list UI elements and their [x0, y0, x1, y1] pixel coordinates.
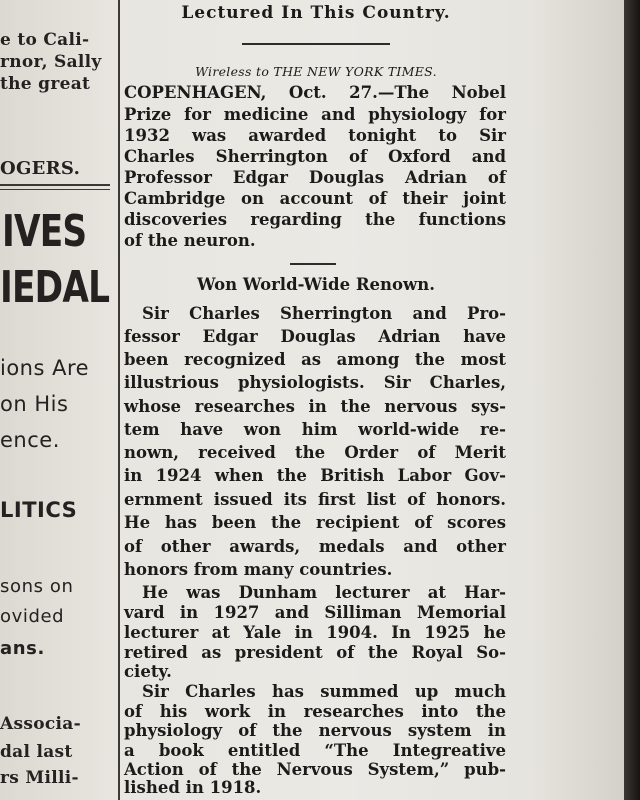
text-line: Prize for medicine and physiology for [124, 105, 506, 124]
text-line: a book entitled “The Integreative [124, 741, 506, 760]
text-line: Professor Edgar Douglas Adrian of [124, 168, 506, 187]
text-line: nown, received the Order of Merit [124, 443, 506, 462]
divider [290, 263, 336, 265]
text-line: honors from many countries. [124, 560, 393, 579]
column-text-line: Associa- [0, 714, 81, 734]
divider [0, 189, 110, 190]
column-text-line: sons on [0, 576, 74, 597]
text-line: He has been the recipient of scores [124, 513, 506, 532]
text-line: Sir Charles Sherrington and Pro- [142, 304, 506, 323]
text-line: in 1924 when the British Labor Gov- [124, 466, 506, 485]
subheadline: ence. [0, 428, 60, 452]
subheadline: LITICS [0, 498, 78, 522]
text-line: lecturer at Yale in 1904. In 1925 he [124, 623, 506, 642]
text-line: fessor Edgar Douglas Adrian have [124, 327, 506, 346]
byline: OGERS. [0, 158, 81, 179]
text-line: tem have won him world-wide re- [124, 420, 506, 439]
subheadline: on His [0, 392, 69, 416]
text-line: of the neuron. [124, 231, 256, 250]
text-line: ernment issued its first list of honors. [124, 490, 506, 509]
text-line: 1932 was awarded tonight to Sir [124, 126, 506, 145]
text-line: discoveries regarding the functions [124, 210, 506, 229]
text-line: Cambridge on account of their joint [124, 189, 506, 208]
divider [242, 43, 390, 45]
column-text-line: ans. [0, 638, 45, 659]
dateline-credit: Wireless to THE NEW YORK TIMES. [195, 64, 437, 79]
page-edge-shadow [624, 0, 640, 800]
text-line: Sir Charles has summed up much [142, 682, 506, 701]
adjacent-column [0, 0, 116, 800]
text-line: ciety. [124, 662, 172, 681]
subhead: Won World-Wide Renown. [196, 275, 435, 294]
text-line: illustrious physiologists. Sir Charles, [124, 373, 506, 392]
text-line: Action of the Nervous System,” pub- [124, 760, 506, 779]
column-rule [118, 0, 120, 800]
column-text-line: e to Cali- [0, 30, 90, 50]
column-text-line: rnor, Sally [0, 52, 102, 72]
column-text-line: dal last [0, 742, 73, 762]
column-text-line: the great [0, 74, 91, 94]
column-text-line: rs Milli- [0, 768, 79, 788]
subheadline: ions Are [0, 356, 90, 380]
text-line: retired as president of the Royal So- [124, 643, 506, 662]
text-line: whose researches in the nervous sys- [124, 397, 506, 416]
text-line: of other awards, medals and other [124, 537, 506, 556]
text-line: COPENHAGEN, Oct. 27.—The Nobel [124, 83, 506, 102]
column-text-line: ovided [0, 606, 65, 627]
article-deck: Lectured In This Country. [181, 3, 451, 23]
divider [0, 184, 110, 186]
text-line: vard in 1927 and Silliman Memorial [124, 603, 506, 622]
text-line: of his work in researches into the [124, 702, 506, 721]
text-line: physiology of the nervous system in [124, 721, 506, 740]
headline: IVES [2, 206, 87, 257]
text-line: Charles Sherrington of Oxford and [124, 147, 506, 166]
text-line: been recognized as among the most [124, 350, 506, 369]
text-line: lished in 1918. [124, 778, 262, 797]
text-line: He was Dunham lecturer at Har- [142, 583, 506, 602]
headline: IEDAL [0, 262, 110, 313]
